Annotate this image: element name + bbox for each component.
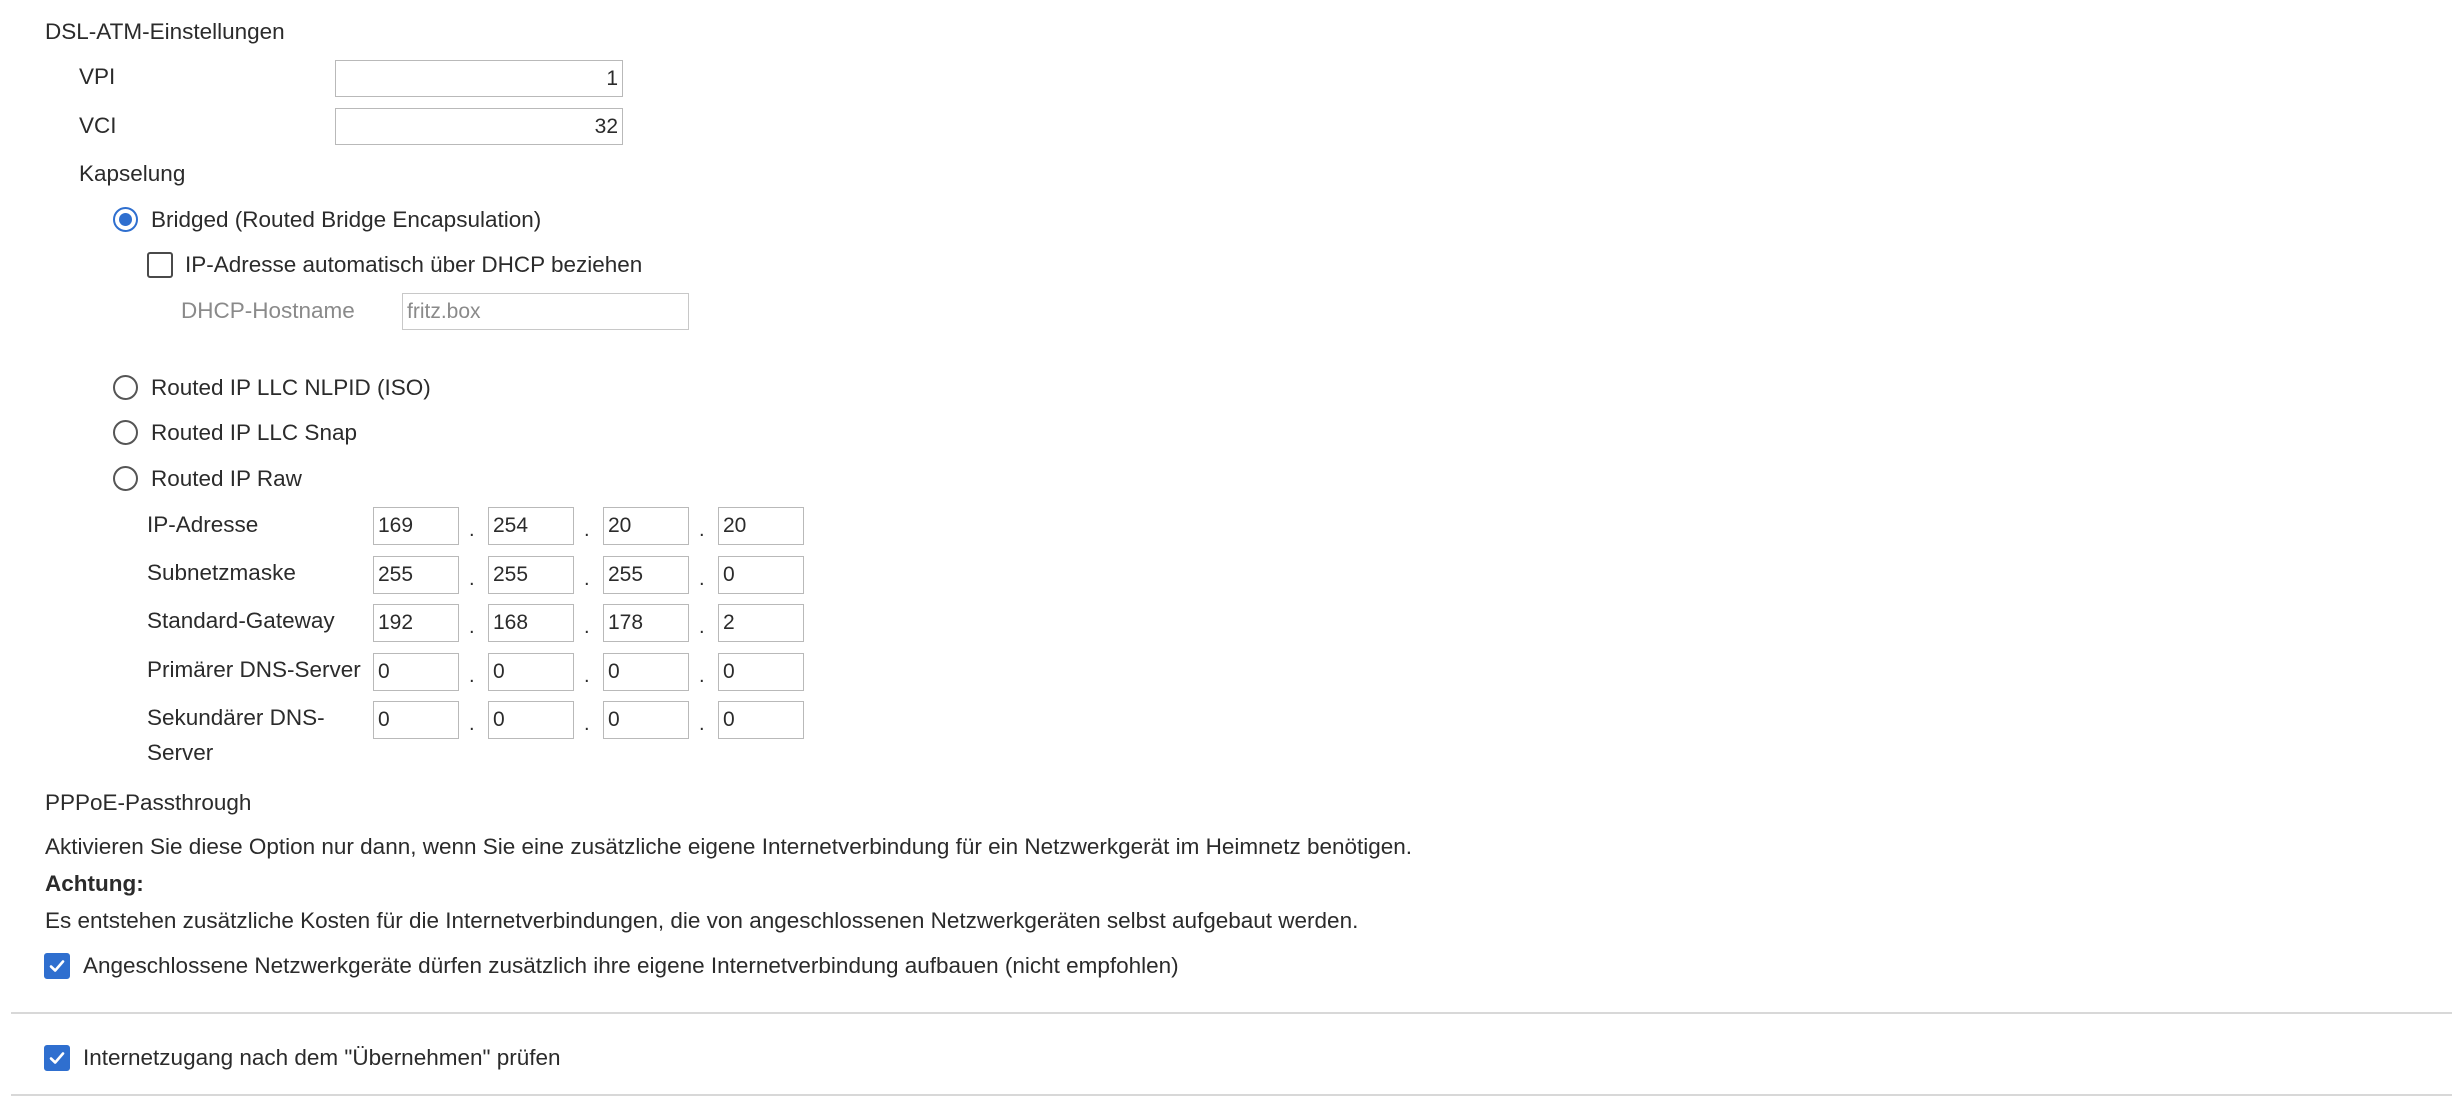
internet-check-label: Internetzugang nach dem "Übernehmen" prüfen [83,1045,561,1070]
dns1-row [0,653,900,691]
gateway-octet-4[interactable] [718,604,804,642]
raw-label: Routed IP Raw [151,466,302,491]
ip-address-row [0,507,900,545]
dns2-octet-4[interactable] [718,701,804,739]
dhcp-hostname-input[interactable] [402,293,689,330]
divider [11,1012,2452,1014]
gateway-row [0,604,900,642]
subnet-separator: . [699,568,705,590]
ip-label: IP-Adresse [147,512,259,537]
bridged-radio[interactable] [113,207,138,232]
checkmark-icon [48,957,66,975]
dhcp-hostname-label: DHCP-Hostname [181,298,355,323]
raw-radio[interactable] [113,466,138,491]
pppoe-section-title: PPPoE-Passthrough [45,790,252,815]
dns1-octet-4[interactable] [718,653,804,691]
dhcp-checkbox-label: IP-Adresse automatisch über DHCP beziehen [185,252,643,277]
dns1-label: Primärer DNS-Server [147,657,361,682]
dns1-separator: . [469,665,475,687]
ip-octet-4[interactable] [718,507,804,545]
gateway-octet-3[interactable] [603,604,689,642]
gateway-octet-2[interactable] [488,604,574,642]
gateway-separator: . [469,616,475,638]
dns1-octet-3[interactable] [603,653,689,691]
subnet-octet-1[interactable] [373,556,459,594]
dns1-octet-1[interactable] [373,653,459,691]
subnet-label: Subnetzmaske [147,560,296,585]
internet-check-checkbox[interactable] [44,1045,70,1071]
kapselung-label: Kapselung [79,161,186,186]
dns2-separator: . [699,713,705,735]
vci-input[interactable] [335,108,623,145]
vpi-input[interactable] [335,60,623,97]
subnet-separator: . [584,568,590,590]
ip-octet-2[interactable] [488,507,574,545]
gateway-label: Standard-Gateway [147,608,335,633]
dns2-separator: . [584,713,590,735]
divider [11,1094,2452,1096]
dns2-octet-1[interactable] [373,701,459,739]
ip-separator: . [699,519,705,541]
dns2-octet-3[interactable] [603,701,689,739]
dsl-section-title: DSL-ATM-Einstellungen [45,19,285,44]
gateway-separator: . [699,616,705,638]
pppoe-warning-title: Achtung: [45,871,144,896]
ip-separator: . [584,519,590,541]
ip-octet-3[interactable] [603,507,689,545]
dns1-octet-2[interactable] [488,653,574,691]
vci-label: VCI [79,113,117,138]
dns2-octet-2[interactable] [488,701,574,739]
subnet-separator: . [469,568,475,590]
subnet-octet-2[interactable] [488,556,574,594]
checkmark-icon [48,1049,66,1067]
gateway-separator: . [584,616,590,638]
nlpid-radio[interactable] [113,375,138,400]
subnet-octet-3[interactable] [603,556,689,594]
dns2-label-line1: Sekundärer DNS- [147,705,325,730]
subnet-octet-4[interactable] [718,556,804,594]
snap-radio[interactable] [113,420,138,445]
snap-label: Routed IP LLC Snap [151,420,357,445]
dns2-separator: . [469,713,475,735]
ip-separator: . [469,519,475,541]
vpi-label: VPI [79,64,116,89]
ip-octet-1[interactable] [373,507,459,545]
dns1-separator: . [584,665,590,687]
bridged-label: Bridged (Routed Bridge Encapsulation) [151,207,542,232]
subnet-row [0,556,900,594]
pppoe-description: Aktivieren Sie diese Option nur dann, wenn Sie eine zusätzliche eigene Internetverbindung für ein Netzwerkgerät im Heimnetz benötigen. [45,834,1413,859]
gateway-octet-1[interactable] [373,604,459,642]
pppoe-passthrough-checkbox[interactable] [44,953,70,979]
dhcp-checkbox[interactable] [147,252,173,278]
dns2-row [0,701,900,739]
pppoe-passthrough-label: Angeschlossene Netzwerkgeräte dürfen zusätzlich ihre eigene Internetverbindung aufbauen (nicht empfohlen) [83,953,1179,978]
pppoe-warning-text: Es entstehen zusätzliche Kosten für die Internetverbindungen, die von angeschlossenen Netzwerkgeräten selbst aufgebaut werden. [45,908,1359,933]
dns2-label-line2: Server [147,740,214,765]
dns1-separator: . [699,665,705,687]
nlpid-label: Routed IP LLC NLPID (ISO) [151,375,431,400]
